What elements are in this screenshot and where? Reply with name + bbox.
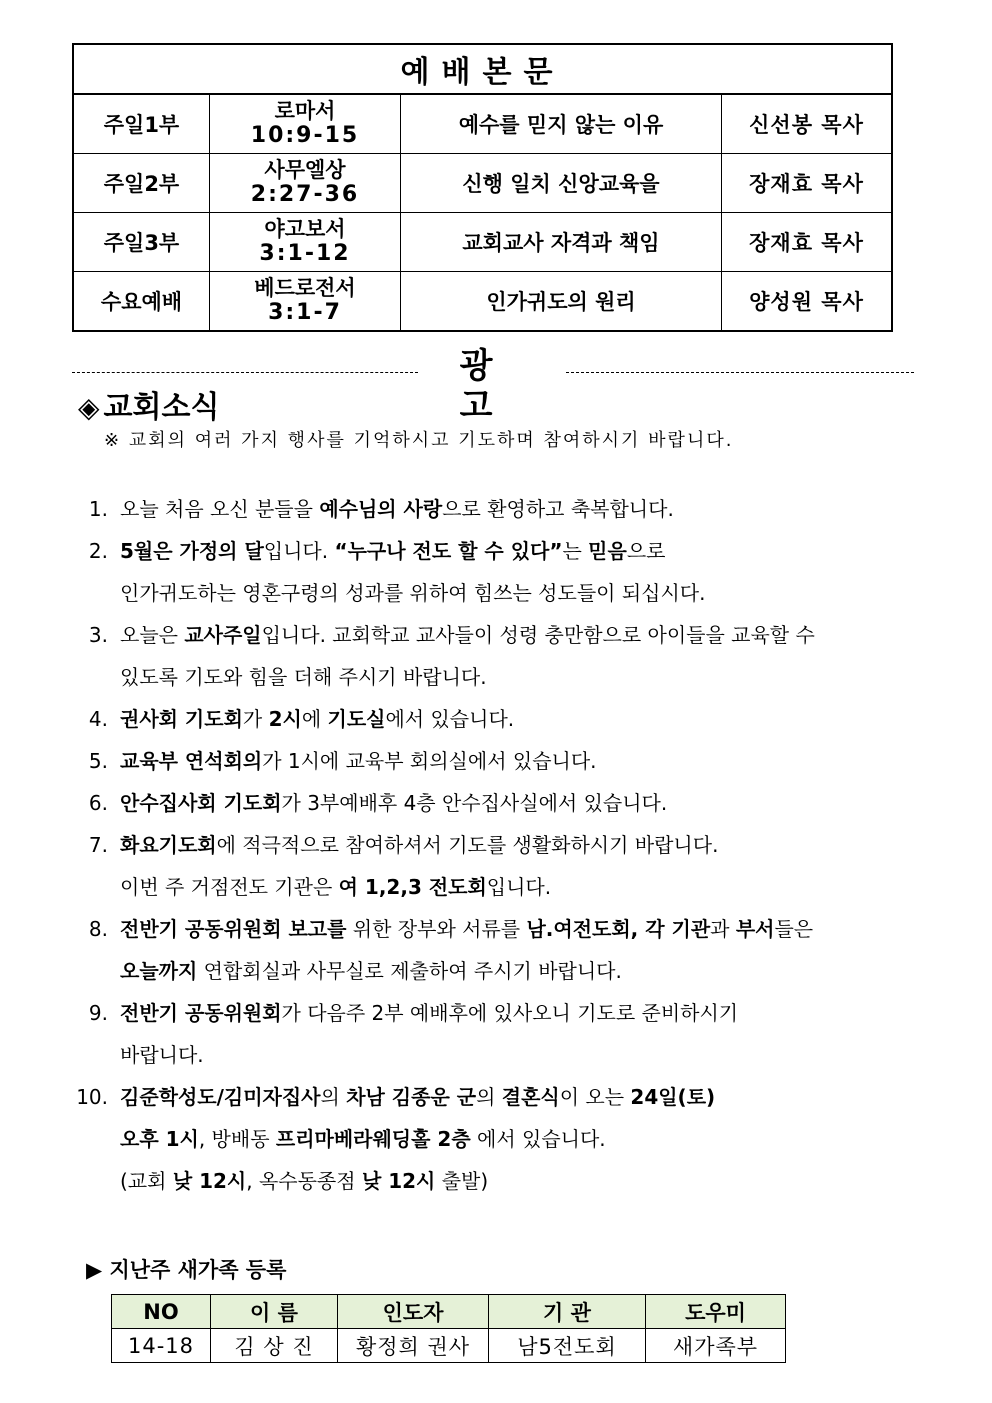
item-text: 에 — [301, 707, 328, 731]
item-number: 3. — [88, 623, 108, 647]
item-number: 6. — [88, 791, 108, 815]
item-text: 가 3부예배후 4층 안수집사실에서 있습니다. — [281, 791, 668, 815]
announcement-item — [68, 908, 898, 950]
scripture-book: 베드로전서 — [254, 276, 356, 301]
scripture — [210, 154, 401, 213]
item-text: 오늘은 — [120, 623, 185, 647]
announcement-item — [68, 614, 898, 656]
item-number: 1. — [88, 497, 108, 521]
announcement-item — [68, 698, 898, 740]
emphasis-text: 오늘까지 — [120, 959, 198, 983]
item-number: 2. — [88, 539, 108, 563]
emphasis-text: 5월은 가정의 달 — [120, 539, 264, 563]
item-number: 7. — [88, 833, 108, 857]
column-header: 도우미 — [646, 1295, 786, 1329]
item-text: 으로 — [626, 539, 666, 563]
table-cell: 14-18 — [112, 1329, 211, 1363]
item-text: 인가귀도하는 영혼구령의 성과를 위하여 힘쓰는 성도들이 되십시다. — [120, 581, 706, 605]
sermon-table — [72, 43, 893, 332]
service-name: 주일2부 — [73, 154, 210, 213]
church-news-heading — [78, 388, 219, 428]
emphasis-text: 안수집사회 기도회 — [120, 791, 282, 815]
divider — [72, 372, 418, 373]
column-header: NO — [112, 1295, 211, 1329]
item-text: 출발) — [435, 1169, 489, 1193]
table-header-row — [112, 1295, 786, 1329]
item-text: 바랍니다. — [120, 1043, 204, 1067]
emphasis-text: 남.여전도회, 각 기관 — [526, 917, 711, 941]
emphasis-text: 전반기 공동위원회 — [120, 1001, 282, 1025]
announcement-list — [68, 488, 898, 1202]
announcement-item-continued — [68, 1034, 898, 1076]
emphasis-text: 믿음 — [588, 539, 627, 563]
sermon-topic: 신행 일치 신앙교육을 — [401, 154, 722, 213]
emphasis-text: 부서 — [735, 917, 775, 941]
scripture-book: 사무엘상 — [264, 158, 346, 183]
emphasis-text: 프리마베라웨딩홀 2층 — [275, 1127, 471, 1151]
scripture — [210, 94, 401, 154]
announcement-item-continued — [68, 656, 898, 698]
announcement-item — [68, 824, 898, 866]
item-text: 에서 있습니다. — [385, 707, 515, 731]
item-text: 의 — [476, 1085, 502, 1109]
item-text: 들은 — [774, 917, 814, 941]
sermon-row — [73, 154, 892, 213]
announcement-item-continued — [68, 572, 898, 614]
announcement-item-continued — [68, 866, 898, 908]
emphasis-text: 결혼식 — [501, 1085, 560, 1109]
item-text: 가 1시에 교육부 회의실에서 있습니다. — [262, 749, 597, 773]
item-text: 있도록 기도와 힘을 더해 주시기 바랍니다. — [120, 665, 487, 689]
scripture-ref: 10:9-15 — [250, 123, 360, 149]
table-cell: 황정희 권사 — [338, 1329, 489, 1363]
emphasis-text: 권사회 기도회 — [120, 707, 243, 731]
item-number: 9. — [88, 1001, 108, 1025]
emphasis-text: 김준학성도/김미자집사 — [120, 1085, 321, 1109]
announcement-item — [68, 1076, 898, 1118]
column-header: 이 름 — [211, 1295, 338, 1329]
sermon-topic: 인가귀도의 원리 — [401, 272, 722, 332]
item-text: 의 — [320, 1085, 347, 1109]
sermon-row — [73, 272, 892, 332]
item-text: 이번 주 거점전도 기관은 — [120, 875, 339, 899]
announcement-item-continued — [68, 1160, 898, 1202]
preacher: 장재효 목사 — [722, 213, 893, 272]
emphasis-text: 여 1,2,3 전도회 — [338, 875, 487, 899]
item-text: 가 다음주 2부 예배후에 있사오니 기도로 준비하시기 — [281, 1001, 739, 1025]
sermon-table-title: 예배본문 — [73, 44, 892, 94]
sermon-row — [73, 94, 892, 154]
item-text: (교회 — [120, 1169, 173, 1193]
emphasis-text: 예수님의 사랑 — [319, 497, 443, 521]
new-family-heading — [86, 1254, 286, 1286]
emphasis-text: “누구나 전도 할 수 있다” — [334, 539, 563, 563]
table-cell: 남5전도회 — [489, 1329, 646, 1363]
column-header: 인도자 — [338, 1295, 489, 1329]
item-text: 이 오는 — [559, 1085, 631, 1109]
emphasis-text: 24일(토) — [630, 1085, 716, 1109]
emphasis-text: 화요기도회 — [120, 833, 217, 857]
announcement-item-continued — [68, 1118, 898, 1160]
emphasis-text: 교육부 연석회의 — [120, 749, 263, 773]
item-text: , 옥수동종점 — [246, 1169, 362, 1193]
scripture — [210, 272, 401, 332]
table-cell: 새가족부 — [646, 1329, 786, 1363]
emphasis-text: 2시 — [268, 707, 302, 731]
new-family-table — [111, 1294, 786, 1363]
scripture — [210, 213, 401, 272]
service-name: 주일1부 — [73, 94, 210, 154]
sermon-topic: 교회교사 자격과 책임 — [401, 213, 722, 272]
item-text: 과 — [710, 917, 736, 941]
announcement-item — [68, 530, 898, 572]
item-text: 에 적극적으로 참여하셔서 기도를 생활화하시기 바랍니다. — [216, 833, 719, 857]
item-text: , 방배동 — [198, 1127, 276, 1151]
emphasis-text: 교사주일 — [184, 623, 262, 647]
emphasis-text: 낮 12시 — [361, 1169, 436, 1193]
scripture-ref: 3:1-7 — [268, 300, 342, 326]
sermon-row — [73, 213, 892, 272]
emphasis-text: 낮 12시 — [172, 1169, 247, 1193]
emphasis-text: 전반기 공동위원회 보고를 — [120, 917, 347, 941]
emphasis-text: 차남 김종운 군 — [346, 1085, 477, 1109]
table-cell: 김 상 진 — [211, 1329, 338, 1363]
item-number: 4. — [88, 707, 108, 731]
item-text: 입니다. — [486, 875, 552, 899]
item-text: 입니다. — [263, 539, 335, 563]
triangle-right-icon: ▶ — [86, 1258, 103, 1282]
item-text: 오늘 처음 오신 분들을 — [120, 497, 320, 521]
announcement-item — [68, 992, 898, 1034]
church-news-note: ※ 교회의 여러 가지 행사를 기억하시고 기도하며 참여하시기 바랍니다. — [104, 430, 734, 451]
scripture-book: 로마서 — [274, 99, 336, 124]
item-number: 10. — [76, 1085, 108, 1109]
scripture-ref: 3:1-12 — [259, 241, 351, 267]
item-number: 8. — [88, 917, 108, 941]
item-number: 5. — [88, 749, 108, 773]
sermon-topic: 예수를 믿지 않는 이유 — [401, 94, 722, 154]
table-row — [112, 1329, 786, 1363]
new-family-title: 지난주 새가족 등록 — [109, 1258, 287, 1282]
item-text: 연합회실과 사무실로 제출하여 주시기 바랍니다. — [197, 959, 622, 983]
diamond-icon: ◈ — [78, 391, 100, 424]
emphasis-text: 오후 1시 — [120, 1127, 199, 1151]
column-header: 기 관 — [489, 1295, 646, 1329]
announcement-item-continued — [68, 950, 898, 992]
item-text: 위한 장부와 서류를 — [346, 917, 527, 941]
divider — [566, 372, 914, 373]
service-name: 주일3부 — [73, 213, 210, 272]
preacher: 신선봉 목사 — [722, 94, 893, 154]
service-name: 수요예배 — [73, 272, 210, 332]
item-text: 가 — [242, 707, 269, 731]
item-text: 는 — [562, 539, 589, 563]
scripture-ref: 2:27-36 — [250, 182, 360, 208]
preacher: 장재효 목사 — [722, 154, 893, 213]
item-text: 입니다. 교회학교 교사들이 성령 충만함으로 아이들을 교육할 수 — [261, 623, 815, 647]
item-text: 에서 있습니다. — [470, 1127, 606, 1151]
church-news-title: 교회소식 — [103, 390, 220, 425]
item-text: 으로 환영하고 축복합니다. — [442, 497, 674, 521]
announcements-title: 광고 — [459, 346, 533, 426]
scripture-book: 야고보서 — [264, 217, 346, 242]
announcement-item — [68, 740, 898, 782]
announcement-item — [68, 488, 898, 530]
announcement-item — [68, 782, 898, 824]
preacher: 양성원 목사 — [722, 272, 893, 332]
emphasis-text: 기도실 — [327, 707, 386, 731]
